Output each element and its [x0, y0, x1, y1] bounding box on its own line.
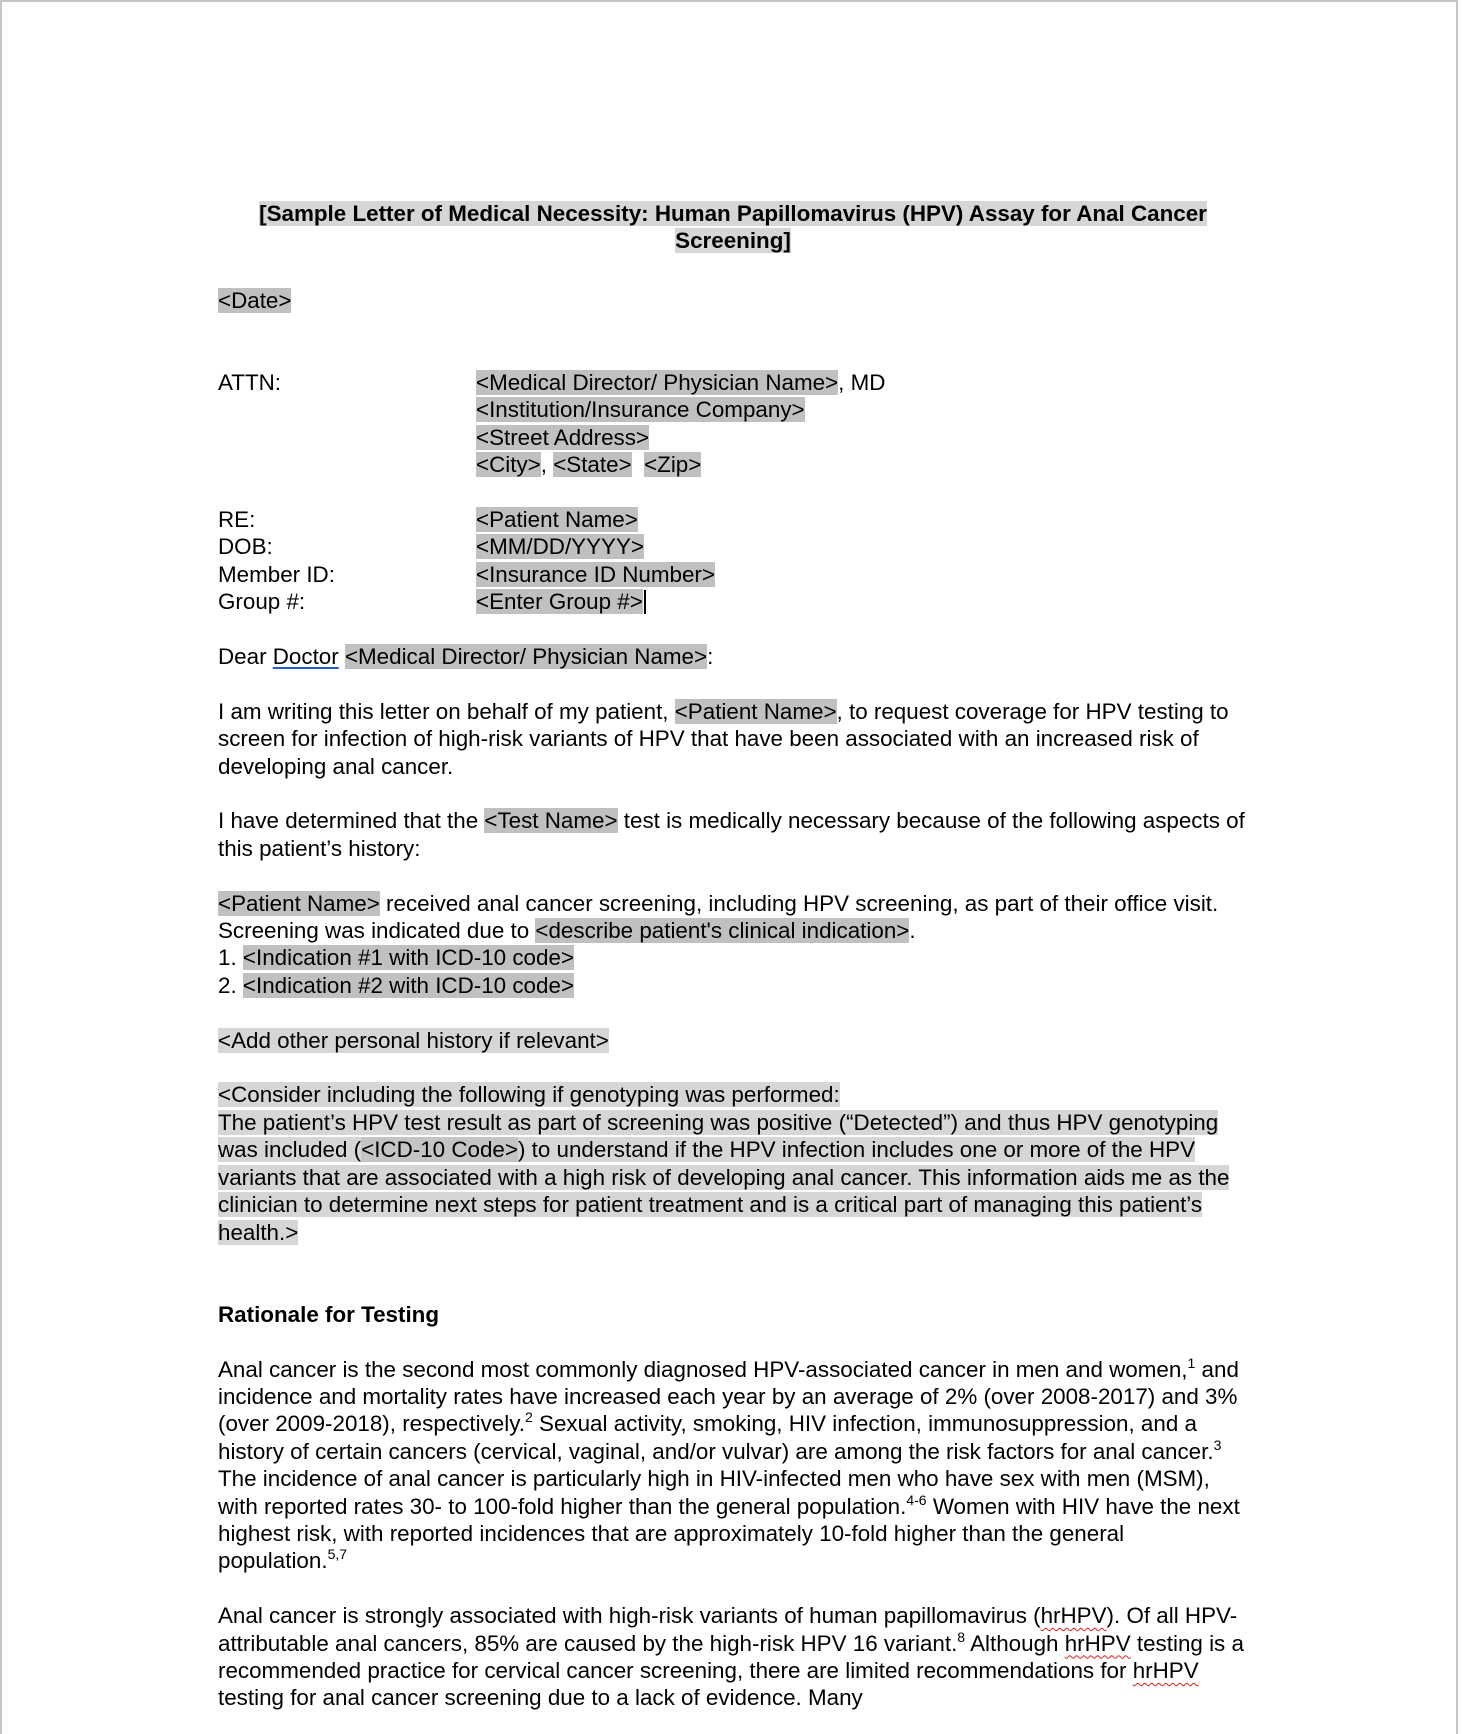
intro-text: I am writing this letter on behalf of my patient, [218, 698, 675, 724]
screening-paragraph [218, 890, 1248, 945]
rationale-text: testing is a recommended practice for cervical cancer screening, there are limited recommendations for [218, 1630, 1244, 1683]
rationale-text: Women with HIV have the next highest risk, with reported incidences that are approximately 10-fold higher than the general population. [218, 1493, 1240, 1574]
rationale-text: ). Of all HPV-attributable anal cancers, 85% are caused by the high-risk HPV 16 variant. [218, 1603, 1238, 1656]
patient-info-row [218, 533, 1248, 560]
citation: 5,7 [327, 1546, 348, 1563]
attn-name-suffix: , MD [838, 370, 886, 396]
indication-number: 1. [218, 945, 243, 971]
genotyping-intro[interactable]: <Consider including the following if genotyping was performed: [218, 1082, 840, 1108]
spelling-flagged-word[interactable]: hrHPV [1040, 1603, 1107, 1629]
genotyping-block [218, 1081, 1248, 1245]
title-text: [Sample Letter of Medical Necessity: Human Papillomavirus (HPV) Assay for Anal Cancer Screening] [259, 201, 1207, 254]
date-placeholder[interactable]: <Date> [218, 287, 292, 313]
citation: 4-6 [906, 1491, 927, 1508]
test-name-placeholder[interactable]: <Test Name> [484, 808, 618, 834]
attn-label: ATTN: [218, 370, 282, 396]
screening-text: received anal cancer screening, including HPV screening, as part of their office visit. Screening was indicated due to [218, 890, 1219, 944]
attn-zip-placeholder[interactable]: <Zip> [644, 452, 702, 478]
text-cursor [644, 590, 646, 614]
intro-patient-placeholder[interactable]: <Patient Name> [674, 698, 837, 724]
group-placeholder[interactable]: <Enter Group #> [476, 589, 643, 615]
screening-patient-placeholder[interactable]: <Patient Name> [218, 890, 380, 916]
salutation-suffix: : [707, 644, 714, 670]
patient-info-block [218, 506, 1248, 616]
rationale-text: Sexual activity, smoking, HIV infection, immunosuppression, and a history of certain cancers (cervical, vaginal, and/or vulvar) are among the risk factors for anal cancer. [218, 1411, 1214, 1464]
patient-info-row [218, 588, 1248, 615]
citation: 3 [1213, 1436, 1222, 1453]
spelling-flagged-word[interactable]: hrHPV [1064, 1630, 1131, 1656]
patient-name-placeholder[interactable]: <Patient Name> [476, 507, 638, 533]
date-line [218, 287, 1248, 314]
indication-item [218, 944, 1248, 971]
spelling-flagged-word[interactable]: hrHPV [1132, 1657, 1199, 1683]
necessity-paragraph [218, 807, 1248, 862]
member-id-placeholder[interactable]: <Insurance ID Number> [476, 561, 715, 587]
rationale-text: testing for anal cancer screening due to a lack of evidence. Many [218, 1685, 863, 1711]
rationale-heading: Rationale for Testing [218, 1301, 440, 1327]
indication-2-placeholder[interactable]: <Indication #2 with ICD-10 code> [242, 972, 574, 998]
group-label: Group #: [218, 589, 306, 615]
rationale-paragraph-2 [218, 1602, 1248, 1712]
icd10-code-placeholder[interactable]: <ICD-10 Code> [361, 1137, 518, 1163]
indication-1-placeholder[interactable]: <Indication #1 with ICD-10 code> [242, 945, 574, 971]
rationale-text: and incidence and mortality rates have increased each year by an average of 2% (over 2008-2017) and 3% (over 2009-2018), respectively. [218, 1356, 1239, 1437]
attn-block [218, 369, 1248, 479]
citation: 1 [1187, 1354, 1196, 1371]
patient-info-row [218, 561, 1248, 588]
necessity-text: I have determined that the [218, 808, 485, 834]
salutation [218, 643, 1248, 670]
attn-state-placeholder[interactable]: <State> [553, 452, 632, 478]
clinical-indication-placeholder[interactable]: <describe patient's clinical indication> [535, 918, 910, 944]
necessity-text: test is medically necessary because of the following aspects of this patient’s history: [218, 808, 1245, 861]
letter-title [218, 200, 1248, 255]
salutation-name-placeholder[interactable]: <Medical Director/ Physician Name> [344, 644, 708, 670]
rationale-paragraph-1 [218, 1356, 1248, 1575]
attn-street-placeholder[interactable]: <Street Address> [476, 424, 650, 450]
dob-placeholder[interactable]: <MM/DD/YYYY> [476, 534, 644, 560]
genotyping-text[interactable]: The patient’s HPV test result as part of screening was positive (“Detected”) and thus HPV genotyping was included ( [218, 1109, 1219, 1163]
attn-institution-placeholder[interactable]: <Institution/Insurance Company> [476, 397, 805, 423]
dob-label: DOB: [218, 534, 273, 560]
rationale-text: Anal cancer is the second most commonly diagnosed HPV-associated cancer in men and women, [218, 1356, 1188, 1382]
rationale-text: The incidence of anal cancer is particularly high in HIV-infected men who have sex with men (MSM), with reported rates 30- to 100-fold higher than the general population. [218, 1466, 1210, 1519]
attn-city-sep: , [540, 452, 547, 478]
indication-item [218, 972, 1248, 999]
screening-text: . [909, 918, 916, 944]
attn-name-placeholder[interactable]: <Medical Director/ Physician Name> [476, 370, 839, 396]
other-history-placeholder[interactable]: <Add other personal history if relevant> [218, 1027, 609, 1053]
salutation-prefix: Dear [218, 644, 273, 670]
rationale-text: Although [965, 1630, 1065, 1656]
attn-city-placeholder[interactable]: <City> [476, 452, 541, 478]
re-label: RE: [218, 507, 256, 533]
document-body[interactable] [218, 200, 1248, 1712]
intro-text: , to request coverage for HPV testing to screen for infection of high-risk variants of HPV that have been associated with an increased risk of developing anal cancer. [218, 698, 1229, 779]
intro-paragraph [218, 698, 1248, 780]
member-id-label: Member ID: [218, 561, 335, 587]
indication-number: 2. [218, 972, 243, 998]
patient-info-row [218, 506, 1248, 533]
citation: 2 [525, 1409, 533, 1426]
grammar-flagged-word[interactable]: Doctor [272, 644, 339, 670]
citation: 8 [957, 1628, 966, 1645]
other-history-line [218, 1027, 1248, 1054]
rationale-text: Anal cancer is strongly associated with high-risk variants of human papillomavirus ( [218, 1603, 1041, 1629]
genotyping-text[interactable]: ) to understand if the HPV infection includes one or more of the HPV variants that are associated with a high risk of developing anal cancer. This information aids me as the clinician to determine next steps for patient treatment and is a critical part of managing this patient’s health.> [218, 1137, 1230, 1245]
